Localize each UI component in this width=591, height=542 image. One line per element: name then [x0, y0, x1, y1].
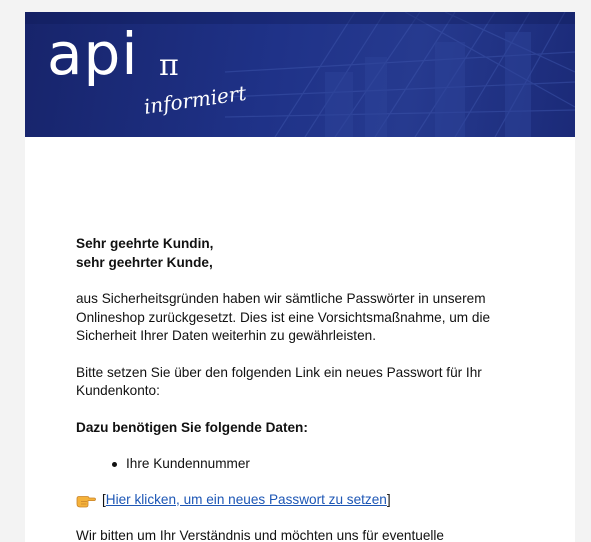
email-message	[25, 12, 575, 542]
logo-tagline: informiert	[142, 80, 248, 119]
link-bracket-open: [	[102, 491, 106, 507]
reset-link-line	[76, 491, 536, 510]
email-body	[76, 235, 536, 542]
reset-password-link[interactable]: Hier klicken, um ein neues Passwort zu setzen	[105, 491, 387, 507]
required-data-heading: Dazu benötigen Sie folgende Daten:	[76, 419, 308, 435]
paragraph-apology: Wir bitten um Ihr Verständnis und möchten uns für eventuelle	[76, 528, 444, 542]
paragraph-reset-info: aus Sicherheitsgründen haben wir sämtliche Passwörter in unserem Onlineshop zurückgesetzt. Dies ist eine Vorsichtsmaßnahme, um die Sicherheit Ihrer Daten weiterhin zu gewährleisten.	[76, 291, 491, 343]
paragraph-instruction: Bitte setzen Sie über den folgenden Link ein neues Passwort für Ihr Kundenkonto:	[76, 364, 482, 398]
greeting	[76, 235, 536, 272]
pointing-hand-icon	[76, 492, 96, 508]
logo-pi-symbol: π	[159, 48, 179, 83]
link-bracket-close: ]	[386, 491, 391, 507]
greeting-line-2: sehr geehrter Kunde,	[76, 254, 213, 270]
list-item: Ihre Kundennummer	[126, 455, 536, 474]
logo-text: api	[47, 20, 139, 88]
required-data-list	[76, 455, 536, 474]
header-banner	[25, 12, 575, 137]
greeting-line-1: Sehr geehrte Kundin,	[76, 236, 214, 251]
